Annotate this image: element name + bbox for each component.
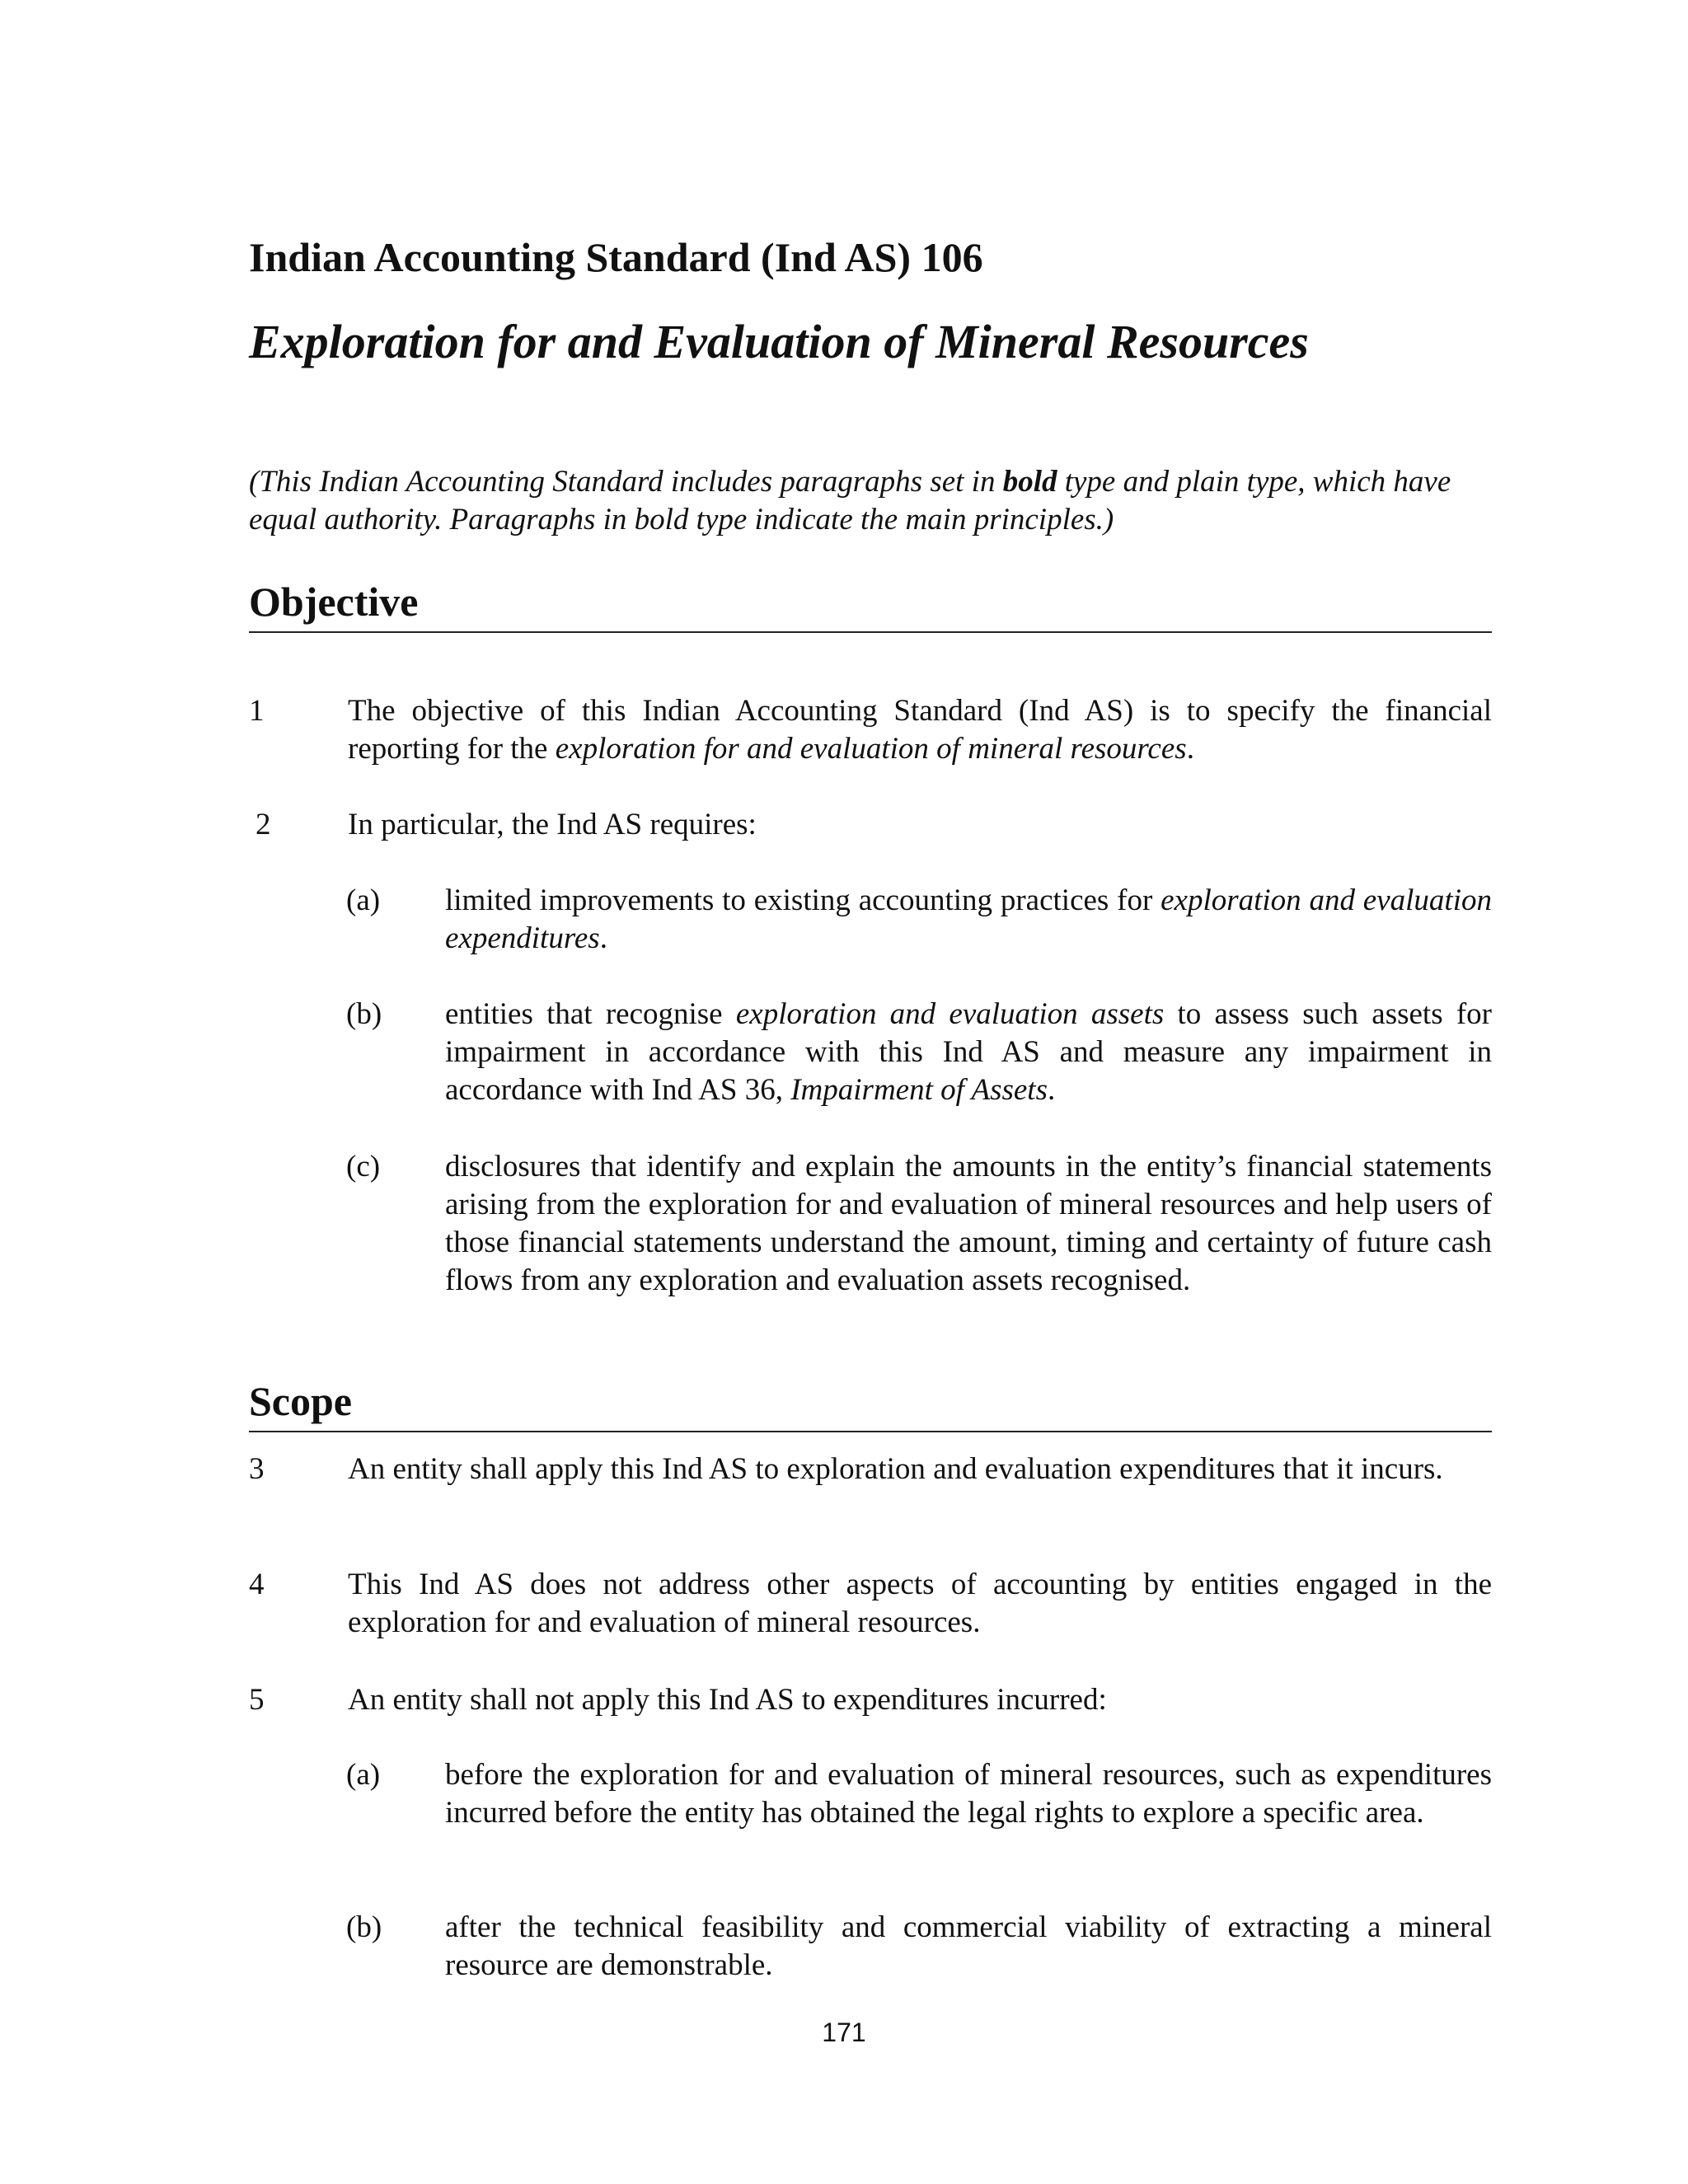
item-text: after the technical feasibility and commercial viability of extracting a mineral resource are demonstrable. xyxy=(445,1910,1492,1982)
paragraph-number: 1 xyxy=(249,694,265,728)
item-label: (c) xyxy=(346,1150,381,1183)
paragraph-number: 3 xyxy=(249,1452,265,1486)
item-label: (b) xyxy=(346,997,382,1031)
paragraph-2a xyxy=(346,882,1492,958)
page-number: 171 xyxy=(822,2018,866,2047)
section-heading-objective: Objective xyxy=(249,579,1492,633)
page-title: Indian Accounting Standard (Ind AS) 106 xyxy=(249,234,983,280)
paragraph-3 xyxy=(249,1451,1492,1488)
paragraph-4 xyxy=(249,1566,1492,1642)
paragraph-2 xyxy=(249,806,1492,844)
paragraph-text: In particular, the Ind AS requires: xyxy=(348,808,757,841)
paragraph-5 xyxy=(249,1681,1492,1719)
item-text: before the exploration for and evaluation of mineral resources, such as expenditures incurred before the entity has obtained the legal rights to explore a specific area. xyxy=(445,1758,1492,1830)
item-label: (b) xyxy=(346,1910,382,1944)
paragraph-2c xyxy=(346,1148,1492,1300)
paragraph-number: 4 xyxy=(249,1568,265,1601)
item-text: limited improvements to existing accounting practices for exploration and evaluation expenditures. xyxy=(445,883,1492,955)
section-heading-scope: Scope xyxy=(249,1378,1492,1432)
paragraph-text: The objective of this Indian Accounting Standard (Ind AS) is to specify the financial reporting for the exploration for and evaluation of mineral resources. xyxy=(348,694,1492,766)
paragraph-number: 5 xyxy=(249,1683,265,1717)
paragraph-5b xyxy=(346,1909,1492,1985)
paragraph-1 xyxy=(249,692,1492,768)
item-label: (a) xyxy=(346,883,381,917)
paragraph-number: 2 xyxy=(256,808,271,841)
item-text: entities that recognise exploration and evaluation assets to assess such assets for impairment in accordance with this Ind AS and measure any impairment in accordance with Ind AS 36, Impairment of Assets. xyxy=(445,997,1492,1107)
paragraph-text: This Ind AS does not address other aspects of accounting by entities engaged in the exploration for and evaluation of mineral resources. xyxy=(348,1568,1492,1639)
page-subtitle: Exploration for and Evaluation of Mineral Resources xyxy=(249,315,1309,368)
paragraph-text: An entity shall not apply this Ind AS to expenditures incurred: xyxy=(348,1683,1107,1717)
paragraph-text: An entity shall apply this Ind AS to exploration and evaluation expenditures that it incurs. xyxy=(348,1452,1443,1486)
item-text: disclosures that identify and explain the amounts in the entity’s financial statements arising from the exploration for and evaluation of mineral resources and help users of those financial statements understand the amount, timing and certainty of future cash flows from any exploration and evaluation assets recognised. xyxy=(445,1150,1492,1297)
item-label: (a) xyxy=(346,1758,381,1792)
paragraph-5a xyxy=(346,1756,1492,1832)
intro-note: (This Indian Accounting Standard includes paragraphs set in bold type and plain type, which have equal authority. Paragraphs in bold type indicate the main principles.) xyxy=(249,465,1451,537)
paragraph-2b xyxy=(346,996,1492,1109)
